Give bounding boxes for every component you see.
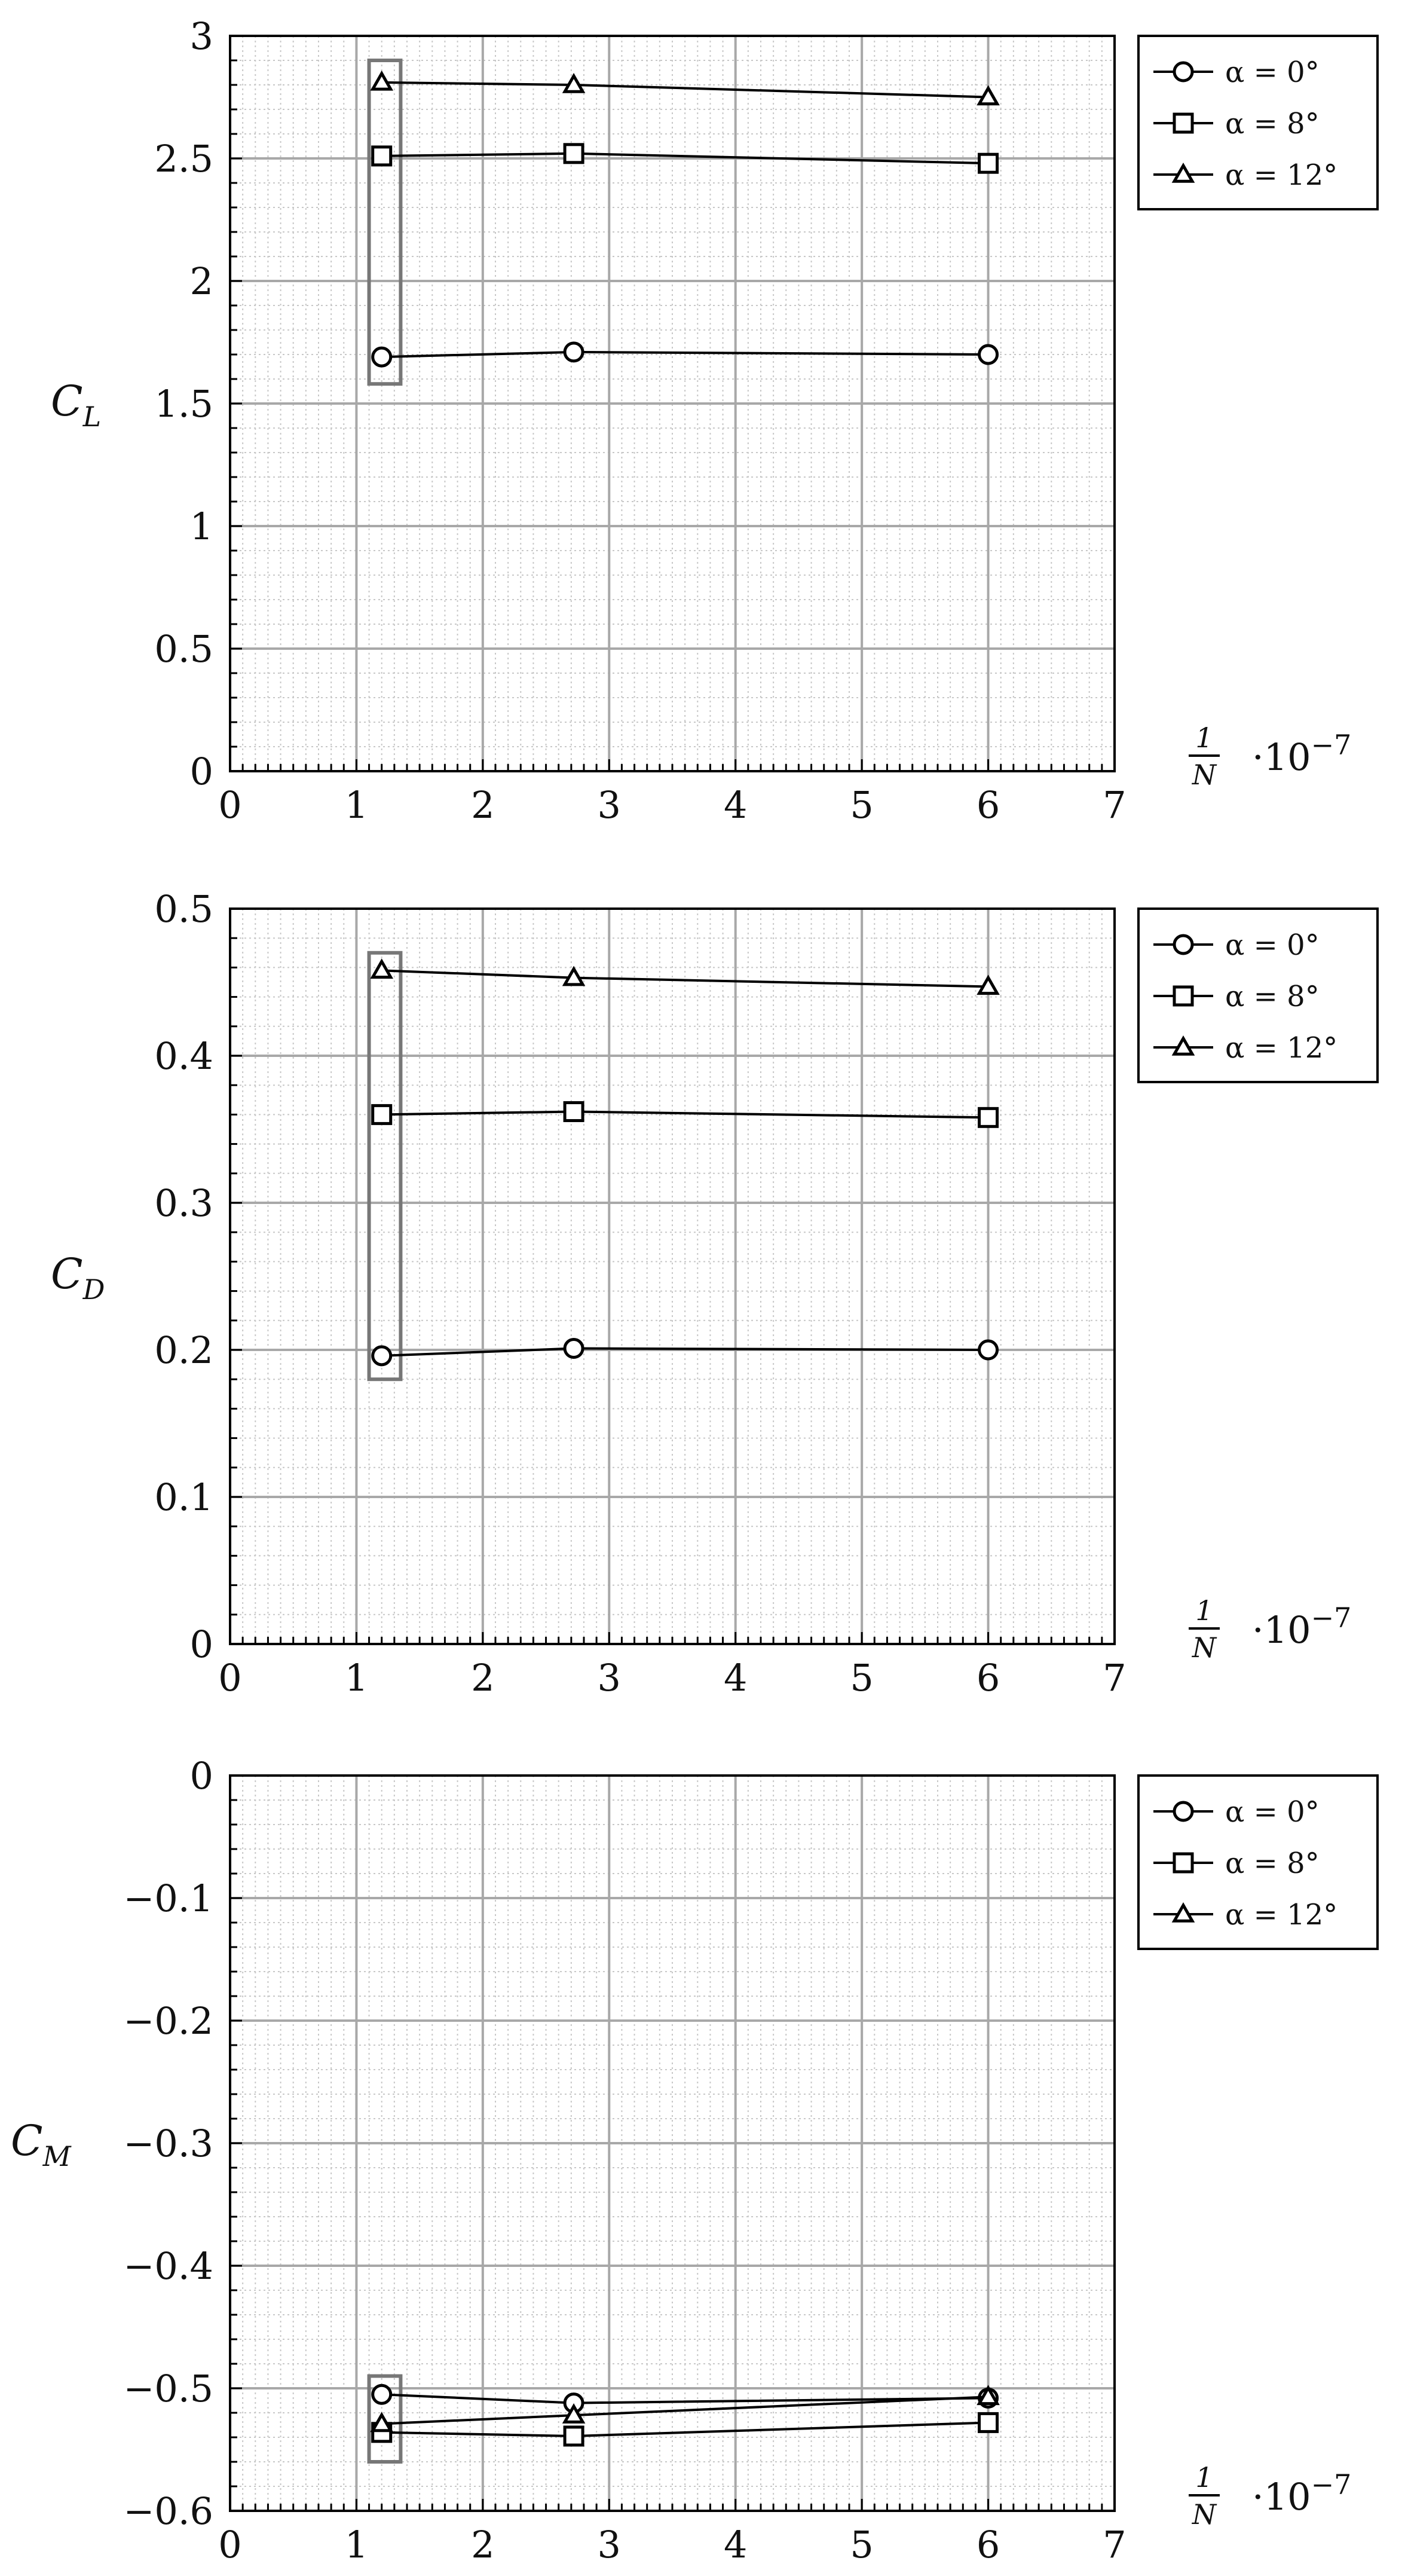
x-tick-label: 2 (471, 783, 495, 827)
y-tick-label: 0 (189, 750, 213, 793)
y-axis-label: $C_D$ (51, 1249, 105, 1306)
legend-entry: α = 0° (1225, 56, 1320, 89)
data-point (373, 74, 391, 89)
chart-L (51, 14, 1378, 827)
x-label-numerator: 1 (1195, 1594, 1213, 1627)
x-tick-label: 0 (218, 2523, 242, 2566)
legend-marker (1174, 63, 1192, 81)
y-tick-label: −0.6 (123, 2489, 213, 2533)
legend-entry: α = 0° (1225, 928, 1320, 962)
x-tick-label: 4 (723, 1656, 748, 1700)
y-tick-label: −0.3 (123, 2122, 213, 2165)
x-tick-label: 3 (597, 783, 622, 827)
data-point (373, 1105, 391, 1123)
data-point (565, 343, 583, 361)
y-tick-label: 0.5 (154, 887, 213, 931)
y-tick-label: 0 (189, 1754, 213, 1798)
y-axis-label: $C_L$ (51, 377, 102, 433)
x-label-numerator: 1 (1195, 2461, 1213, 2494)
data-point (373, 2385, 391, 2403)
data-point (979, 154, 997, 172)
legend-entry: α = 8° (1225, 980, 1320, 1013)
legend-entry: α = 12° (1225, 158, 1338, 192)
data-point (373, 348, 391, 366)
y-tick-label: 0.1 (154, 1475, 213, 1519)
legend-marker (1174, 1802, 1192, 1820)
y-tick-label: 0 (189, 1622, 213, 1666)
data-point (979, 346, 997, 363)
legend-entry: α = 12° (1225, 1898, 1338, 1932)
data-point (565, 1102, 583, 1120)
x-tick-label: 4 (723, 2523, 748, 2566)
x-tick-label: 4 (723, 783, 748, 827)
y-tick-label: 1.5 (154, 382, 213, 426)
legend-marker (1174, 987, 1192, 1005)
y-tick-label: 0.2 (154, 1328, 213, 1372)
data-point (979, 2413, 997, 2431)
x-label-denominator: N (1192, 2498, 1217, 2531)
x-tick-label: 2 (471, 1656, 495, 1700)
y-tick-label: 2.5 (154, 137, 213, 181)
data-point (373, 147, 391, 165)
x-label-denominator: N (1192, 759, 1217, 791)
x-tick-label: 3 (597, 2523, 622, 2566)
x-tick-label: 2 (471, 2523, 495, 2566)
x-tick-label: 1 (344, 1656, 369, 1700)
x-tick-label: 0 (218, 1656, 242, 1700)
data-point (979, 1341, 997, 1359)
x-tick-label: 1 (344, 783, 369, 827)
x-label-denominator: N (1192, 1631, 1217, 1664)
x-tick-label: 7 (1103, 1656, 1127, 1700)
x-tick-label: 3 (597, 1656, 622, 1700)
y-tick-label: 0.4 (154, 1034, 213, 1078)
data-point (565, 1340, 583, 1358)
legend-entry: α = 8° (1225, 1847, 1320, 1880)
series-line (382, 2422, 988, 2436)
x-tick-label: 6 (976, 2523, 1000, 2566)
legend-entry: α = 0° (1225, 1795, 1320, 1829)
series-line (382, 970, 988, 986)
x-tick-label: 6 (976, 783, 1000, 827)
legend (1138, 909, 1378, 1082)
data-point (373, 1347, 391, 1365)
legend-marker (1174, 936, 1192, 954)
legend-entry: α = 8° (1225, 107, 1320, 140)
x-tick-label: 5 (850, 2523, 874, 2566)
x-tick-label: 5 (850, 1656, 874, 1700)
y-axis-label: $C_M$ (11, 2116, 71, 2172)
y-tick-label: −0.1 (123, 1877, 213, 1920)
x-tick-label: 0 (218, 783, 242, 827)
y-tick-label: 0.3 (154, 1181, 213, 1225)
data-point (565, 2427, 583, 2445)
data-point (373, 961, 391, 977)
legend (1138, 1776, 1378, 1949)
data-point (565, 145, 583, 163)
highlight-box (369, 953, 401, 1379)
chart-M (11, 1754, 1378, 2566)
x-multiplier: $\cdot 10^{-7}$ (1252, 729, 1352, 779)
data-point (979, 1108, 997, 1126)
y-tick-label: 1 (189, 505, 213, 548)
x-tick-label: 1 (344, 2523, 369, 2566)
x-tick-label: 7 (1103, 2523, 1127, 2566)
legend-entry: α = 12° (1225, 1031, 1338, 1065)
x-tick-label: 6 (976, 1656, 1000, 1700)
legend (1138, 36, 1378, 209)
chart-D (51, 887, 1378, 1700)
y-tick-label: 2 (189, 259, 213, 303)
x-multiplier: $\cdot 10^{-7}$ (1252, 2468, 1352, 2519)
x-label-numerator: 1 (1195, 722, 1213, 754)
y-tick-label: −0.2 (123, 1999, 213, 2043)
x-tick-label: 7 (1103, 783, 1127, 827)
y-tick-label: 0.5 (154, 627, 213, 671)
y-tick-label: 3 (189, 14, 213, 58)
legend-marker (1174, 114, 1192, 132)
x-multiplier: $\cdot 10^{-7}$ (1252, 1602, 1352, 1652)
x-tick-label: 5 (850, 783, 874, 827)
legend-marker (1174, 1854, 1192, 1872)
y-tick-label: −0.4 (123, 2244, 213, 2288)
y-tick-label: −0.5 (123, 2367, 213, 2410)
